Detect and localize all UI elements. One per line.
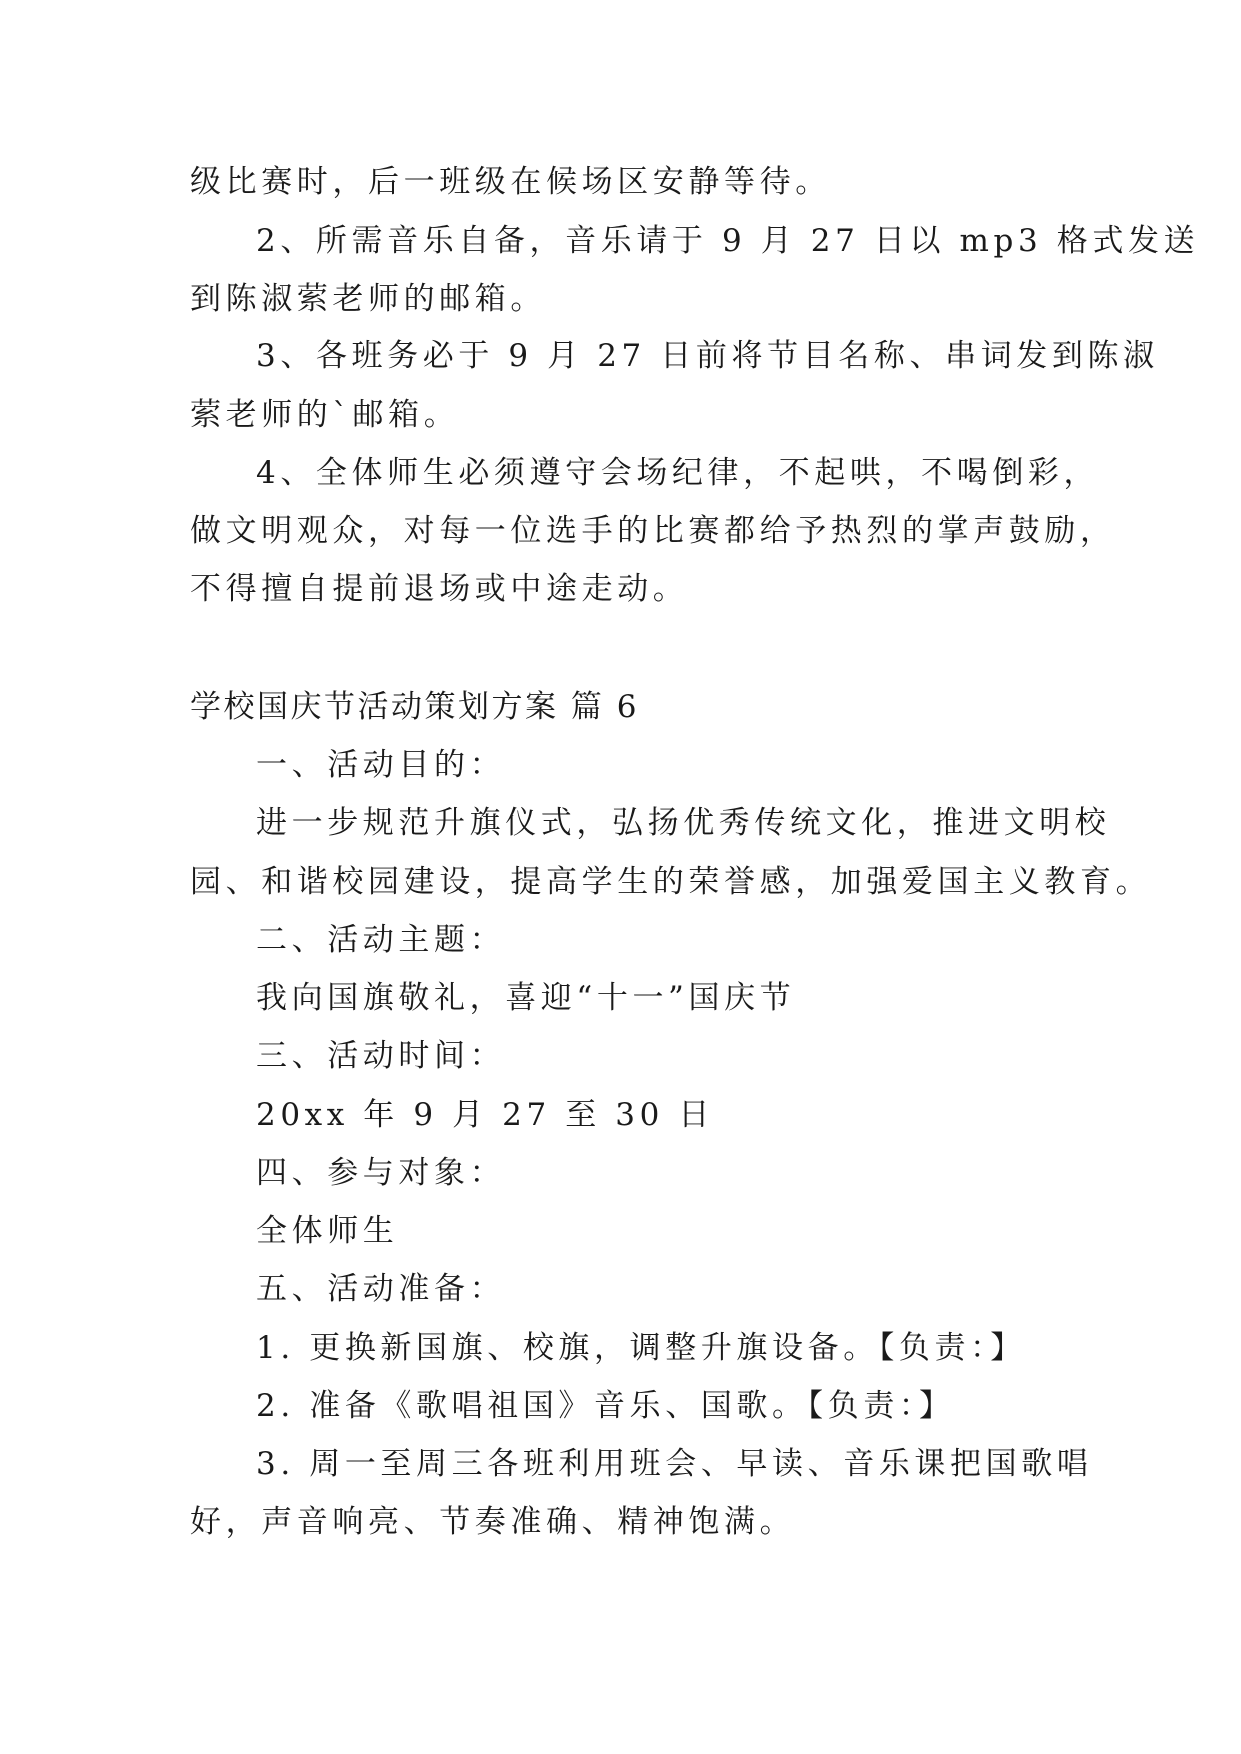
subsection-heading: 三、活动时间： [256,1038,506,1074]
paragraph-line: 不得擅自提前退场或中途走动。 [190,571,689,607]
paragraph-line: 4、全体师生必须遵守会场纪律，不起哄，不喝倒彩， [256,455,1100,491]
paragraph-line: 做文明观众，对每一位选手的比赛都给予热烈的掌声鼓励， [190,513,1116,549]
paragraph-line: 全体师生 [256,1213,399,1249]
list-item: 3. 周一至周三各班利用班会、早读、音乐课把国歌唱 [256,1446,1093,1482]
paragraph-line: 我向国旗敬礼，喜迎“十一”国庆节 [256,980,796,1016]
paragraph-line: 级比赛时，后一班级在候场区安静等待。 [190,164,831,200]
paragraph-line: 3、各班务必于 9 月 27 日前将节目名称、串词发到陈淑 [256,338,1159,374]
subsection-heading: 四、参与对象： [256,1155,506,1191]
subsection-heading: 五、活动准备： [256,1271,506,1307]
paragraph-line: 萦老师的`邮箱。 [190,397,460,433]
paragraph-line: 到陈淑萦老师的邮箱。 [190,281,546,317]
list-item: 1. 更换新国旗、校旗，调整升旗设备。【负责：】 [256,1330,1026,1366]
section-heading: 学校国庆节活动策划方案 篇 6 [190,689,639,725]
subsection-heading: 二、活动主题： [256,922,506,958]
paragraph-line: 好，声音响亮、节奏准确、精神饱满。 [190,1504,796,1540]
list-item: 2. 准备《歌唱祖国》音乐、国歌。【负责：】 [256,1388,955,1424]
paragraph-line: 2、所需音乐自备，音乐请于 9 月 27 日以 mp3 格式发送 [256,223,1200,259]
subsection-heading: 一、活动目的： [256,747,506,783]
paragraph-line: 20xx 年 9 月 27 至 30 日 [256,1097,715,1133]
paragraph-line: 园、和谐校园建设，提高学生的荣誉感，加强爱国主义教育。 [190,864,1152,900]
paragraph-line: 进一步规范升旗仪式，弘扬优秀传统文化，推进文明校 [256,805,1111,841]
